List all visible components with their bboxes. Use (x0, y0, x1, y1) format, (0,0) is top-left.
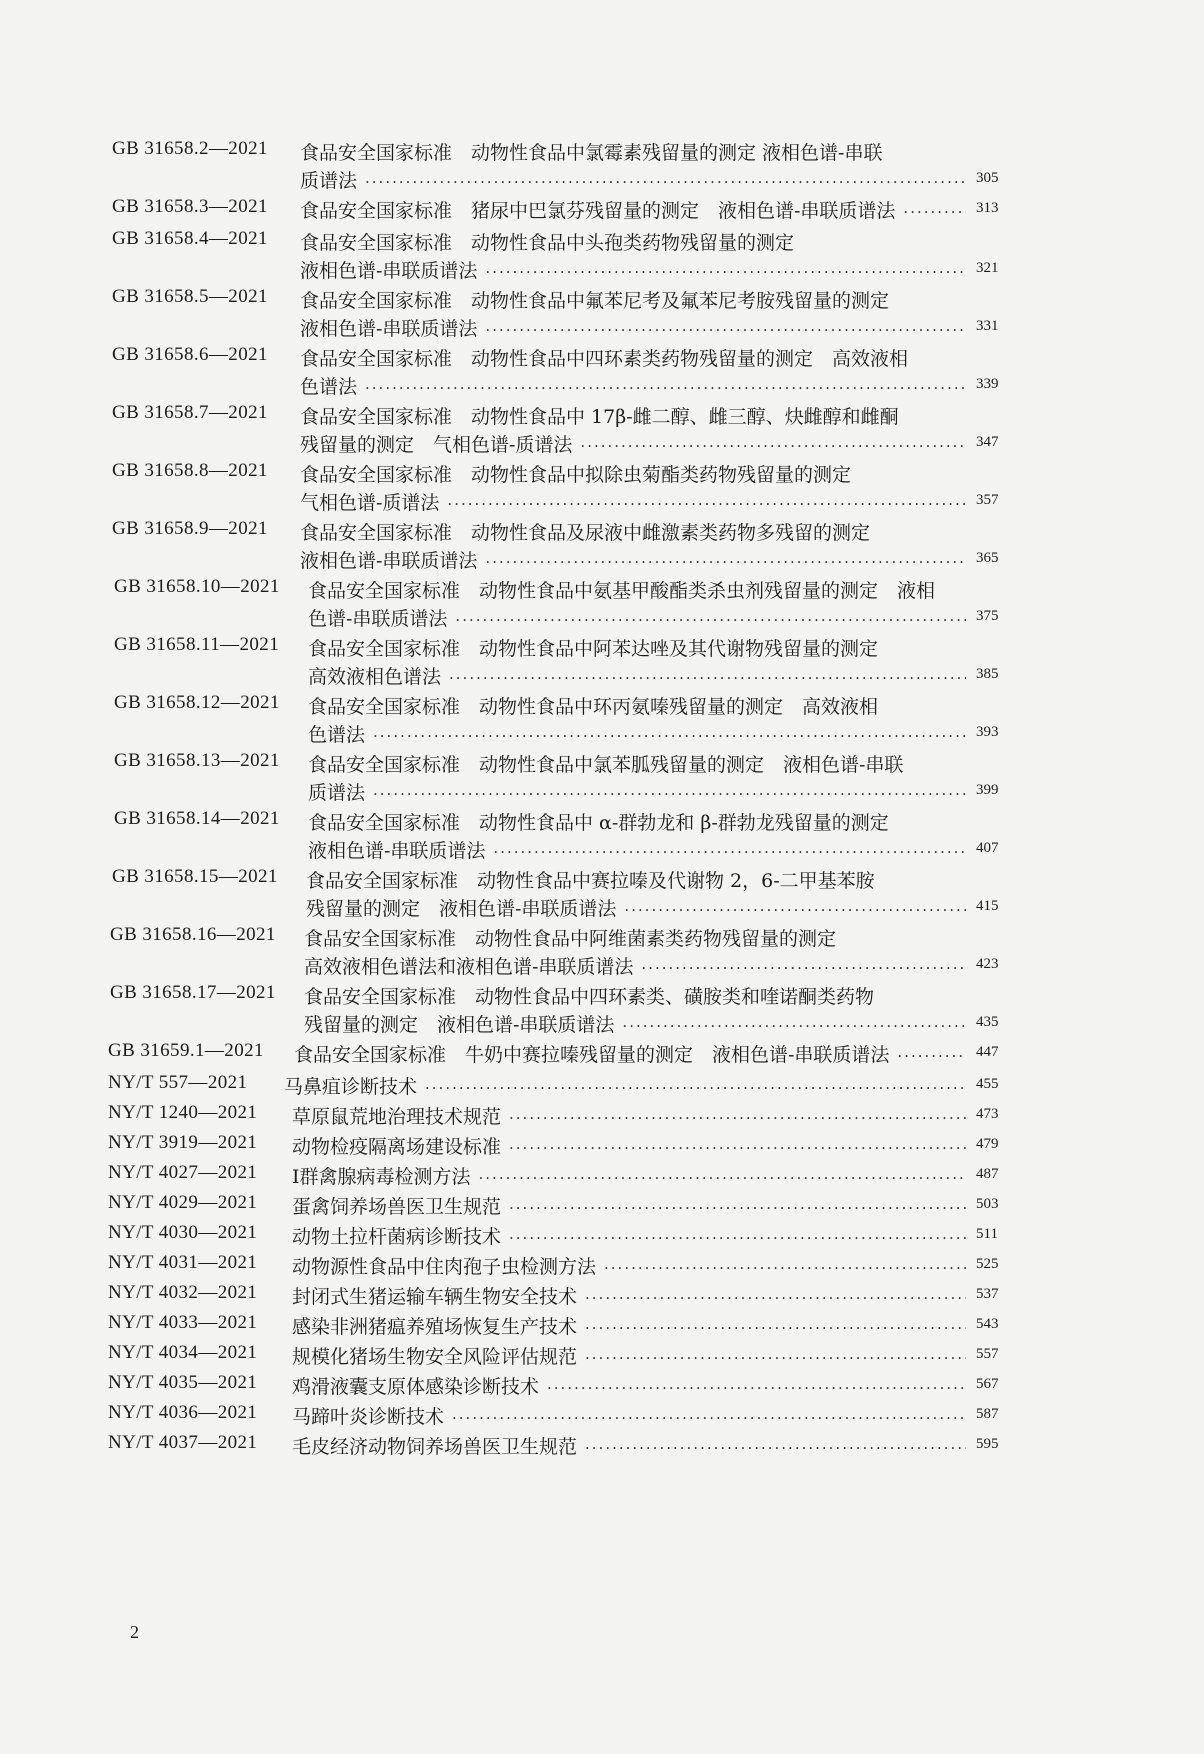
leader-dots (622, 1017, 966, 1035)
entry-title-text: 食品安全国家标准 动物性食品及尿液中雌激素类药物多残留的测定 (300, 522, 871, 544)
page-ref: 415 (976, 898, 999, 914)
entry-title-last-line (300, 372, 972, 399)
entry-title-last-line (300, 196, 972, 223)
leader-dots (624, 901, 966, 919)
standard-code: GB 31658.2—2021 (112, 138, 268, 159)
entry-title-line (308, 576, 935, 603)
standard-code: GB 31658.16—2021 (110, 924, 276, 945)
leader-dots (547, 1379, 966, 1397)
entry-title-text: 残留量的测定 液相色谱-串联质谱法 (304, 1014, 615, 1036)
entry-title-text: 食品安全国家标准 动物性食品中头孢类药物残留量的测定 (300, 232, 795, 254)
page-ref: 543 (976, 1316, 999, 1332)
page-ref: 321 (976, 260, 999, 276)
entry-title-line (304, 982, 874, 1009)
leader-dots (365, 379, 966, 397)
entry-title-last-line (292, 1372, 972, 1399)
page-ref: 479 (976, 1136, 999, 1152)
standard-code: GB 31658.4—2021 (112, 228, 268, 249)
entry-title-text: 质谱法 (300, 170, 358, 192)
leader-dots (455, 611, 966, 629)
page-ref: 595 (976, 1436, 999, 1452)
entry-title-line (300, 228, 794, 255)
standard-code: NY/T 4031—2021 (108, 1252, 258, 1273)
entry-title-text: 食品安全国家标准 动物性食品中氟苯尼考及氟苯尼考胺残留量的测定 (300, 290, 890, 312)
page-ref: 331 (976, 318, 999, 334)
entry-title-text: 毛皮经济动物饲养场兽医卫生规范 (292, 1436, 578, 1458)
leader-dots (604, 1259, 966, 1277)
standard-code: GB 31658.7—2021 (112, 402, 268, 423)
page-ref: 393 (976, 724, 999, 740)
entry-title-line (308, 750, 903, 777)
entry-title-last-line (304, 952, 972, 979)
entry-title-text: 动物源性食品中住肉孢子虫检测方法 (292, 1256, 597, 1278)
entry-title-text: 规模化猪场生物安全风险评估规范 (292, 1346, 578, 1368)
entry-title-text: 蛋禽饲养场兽医卫生规范 (292, 1196, 502, 1218)
leader-dots (373, 727, 966, 745)
leader-dots (585, 1349, 966, 1367)
standard-code: NY/T 557—2021 (108, 1072, 248, 1093)
page-ref: 447 (976, 1044, 999, 1060)
standard-code: NY/T 4030—2021 (108, 1222, 258, 1243)
page-ref: 537 (976, 1286, 999, 1302)
entry-title-text: 残留量的测定 气相色谱-质谱法 (300, 434, 573, 456)
standard-code: GB 31659.1—2021 (108, 1040, 264, 1061)
page-ref: 503 (976, 1196, 999, 1212)
leader-dots (493, 843, 966, 861)
entry-title-last-line (300, 430, 972, 457)
leader-dots (365, 173, 966, 191)
standard-code: NY/T 4033—2021 (108, 1312, 258, 1333)
entry-title-text: 食品安全国家标准 动物性食品中氯苯胍残留量的测定 液相色谱-串联 (308, 754, 904, 776)
entry-title-text: 色谱法 (308, 724, 366, 746)
leader-dots (641, 959, 966, 977)
leader-dots (903, 203, 966, 221)
standard-code: GB 31658.8—2021 (112, 460, 268, 481)
entry-title-last-line (292, 1282, 972, 1309)
page-ref: 487 (976, 1166, 999, 1182)
leader-dots (585, 1439, 966, 1457)
leader-dots (447, 495, 966, 513)
toc-entry[interactable] (0, 1432, 1204, 1474)
entry-title-last-line (292, 1312, 972, 1339)
entry-title-last-line (292, 1342, 972, 1369)
entry-title-text: 食品安全国家标准 动物性食品中拟除虫菊酯类药物残留量的测定 (300, 464, 852, 486)
entry-title-line (306, 866, 875, 893)
leader-dots (509, 1199, 966, 1217)
entry-title-text: 封闭式生猪运输车辆生物安全技术 (292, 1286, 578, 1308)
entry-title-line (304, 924, 836, 951)
entry-title-last-line (292, 1132, 972, 1159)
standard-code: NY/T 4037—2021 (108, 1432, 258, 1453)
entry-title-text: 液相色谱-串联质谱法 (300, 260, 478, 282)
page-ref: 435 (976, 1014, 999, 1030)
standard-code: NY/T 4029—2021 (108, 1192, 258, 1213)
leader-dots (585, 1289, 966, 1307)
entry-title-text: 草原鼠荒地治理技术规范 (292, 1106, 502, 1128)
entry-title-last-line (292, 1102, 972, 1129)
entry-title-last-line (292, 1402, 972, 1429)
entry-title-last-line (294, 1040, 972, 1067)
entry-title-text: 食品安全国家标准 动物性食品中赛拉嗪及代谢物 2，6-二甲基苯胺 (306, 870, 875, 892)
entry-title-text: 液相色谱-串联质谱法 (300, 550, 478, 572)
entry-title-text: 食品安全国家标准 猪尿中巴氯芬残留量的测定 液相色谱-串联质谱法 (300, 200, 896, 222)
entry-title-last-line (308, 662, 972, 689)
leader-dots (373, 785, 966, 803)
entry-title-text: 动物检疫隔离场建设标准 (292, 1136, 502, 1158)
entry-title-text: 液相色谱-串联质谱法 (308, 840, 486, 862)
standard-code: GB 31658.5—2021 (112, 286, 268, 307)
entry-title-text: 动物土拉杆菌病诊断技术 (292, 1226, 502, 1248)
standard-code: GB 31658.15—2021 (112, 866, 278, 887)
entry-title-line (300, 460, 851, 487)
leader-dots (509, 1229, 966, 1247)
entry-title-last-line (300, 166, 972, 193)
page-ref: 339 (976, 376, 999, 392)
entry-title-text: 食品安全国家标准 动物性食品中四环素类、磺胺类和喹诺酮类药物 (304, 986, 875, 1008)
entry-title-text: 食品安全国家标准 动物性食品中 α-群勃龙和 β-群勃龙残留量的测定 (308, 812, 889, 834)
entry-title-text: 食品安全国家标准 动物性食品中环丙氨嗪残留量的测定 高效液相 (308, 696, 879, 718)
standard-code: NY/T 4027—2021 (108, 1162, 258, 1183)
entry-title-last-line (308, 604, 972, 631)
entry-title-text: 马蹄叶炎诊断技术 (292, 1406, 445, 1428)
page-ref: 347 (976, 434, 999, 450)
page-ref: 525 (976, 1256, 999, 1272)
standard-code: GB 31658.9—2021 (112, 518, 268, 539)
entry-title-last-line (308, 836, 972, 863)
entry-title-text: 鸡滑液囊支原体感染诊断技术 (292, 1376, 540, 1398)
entry-title-last-line (284, 1072, 972, 1099)
leader-dots (452, 1409, 966, 1427)
leader-dots (897, 1047, 966, 1065)
standard-code: GB 31658.12—2021 (114, 692, 280, 713)
leader-dots (509, 1139, 966, 1157)
standard-code: NY/T 4035—2021 (108, 1372, 258, 1393)
standard-code: GB 31658.17—2021 (110, 982, 276, 1003)
entry-title-text: 质谱法 (308, 782, 366, 804)
entry-title-line (300, 286, 889, 313)
entry-title-text: 食品安全国家标准 动物性食品中阿苯达唑及其代谢物残留量的测定 (308, 638, 879, 660)
page-ref: 587 (976, 1406, 999, 1422)
leader-dots (485, 321, 966, 339)
page-ref: 385 (976, 666, 999, 682)
standard-code: NY/T 4034—2021 (108, 1342, 258, 1363)
page-ref: 407 (976, 840, 999, 856)
leader-dots (585, 1319, 966, 1337)
page-ref: 567 (976, 1376, 999, 1392)
entry-title-last-line (300, 546, 972, 573)
leader-dots (425, 1079, 966, 1097)
entry-title-line (308, 634, 878, 661)
page-ref: 511 (976, 1226, 998, 1242)
standard-code: GB 31658.6—2021 (112, 344, 268, 365)
page-number: 2 (130, 1622, 139, 1642)
standard-code: GB 31658.11—2021 (114, 634, 280, 655)
leader-dots (485, 553, 966, 571)
entry-title-text: 食品安全国家标准 动物性食品中阿维菌素类药物残留量的测定 (304, 928, 837, 950)
leader-dots (449, 669, 966, 687)
entry-title-line (300, 344, 908, 371)
entry-title-last-line (300, 256, 972, 283)
entry-title-text: Ⅰ群禽腺病毒检测方法 (292, 1166, 471, 1188)
page-ref: 365 (976, 550, 999, 566)
leader-dots (509, 1109, 966, 1127)
entry-title-last-line (292, 1162, 972, 1189)
entry-title-last-line (308, 720, 972, 747)
entry-title-text: 食品安全国家标准 动物性食品中四环素类药物残留量的测定 高效液相 (300, 348, 909, 370)
entry-title-line (308, 808, 889, 835)
entry-title-line (308, 692, 878, 719)
page-ref: 473 (976, 1106, 999, 1122)
page-ref: 305 (976, 170, 999, 186)
entry-title-text: 气相色谱-质谱法 (300, 492, 440, 514)
standard-code: NY/T 3919—2021 (108, 1132, 258, 1153)
entry-title-last-line (300, 488, 972, 515)
standard-code: NY/T 4036—2021 (108, 1402, 258, 1423)
leader-dots (580, 437, 966, 455)
entry-title-text: 食品安全国家标准 动物性食品中 17β-雌二醇、雌三醇、炔雌醇和雌酮 (300, 406, 899, 428)
entry-title-last-line (292, 1192, 972, 1219)
standard-code: GB 31658.10—2021 (114, 576, 280, 597)
standard-code: GB 31658.3—2021 (112, 196, 268, 217)
page-ref: 375 (976, 608, 999, 624)
entry-title-last-line (292, 1222, 972, 1249)
page-ref: 423 (976, 956, 999, 972)
page-ref: 357 (976, 492, 999, 508)
entry-title-text: 高效液相色谱法和液相色谱-串联质谱法 (304, 956, 634, 978)
entry-title-line (300, 138, 882, 165)
leader-dots (479, 1169, 966, 1187)
entry-title-text: 感染非洲猪瘟养殖场恢复生产技术 (292, 1316, 578, 1338)
entry-title-line (300, 518, 870, 545)
entry-title-last-line (292, 1252, 972, 1279)
entry-title-last-line (308, 778, 972, 805)
entry-title-text: 食品安全国家标准 动物性食品中氨基甲酸酯类杀虫剂残留量的测定 液相 (308, 580, 936, 602)
entry-title-text: 食品安全国家标准 动物性食品中氯霉素残留量的测定 液相色谱-串联 (300, 142, 883, 164)
entry-title-last-line (300, 314, 972, 341)
entry-title-last-line (306, 894, 972, 921)
entry-title-last-line (304, 1010, 972, 1037)
standard-code: NY/T 1240—2021 (108, 1102, 258, 1123)
page-ref: 557 (976, 1346, 999, 1362)
standard-code: GB 31658.14—2021 (114, 808, 280, 829)
entry-title-text: 液相色谱-串联质谱法 (300, 318, 478, 340)
page-ref: 313 (976, 200, 999, 216)
leader-dots (485, 263, 966, 281)
entry-title-last-line (292, 1432, 972, 1459)
page-ref: 455 (976, 1076, 999, 1092)
page-ref: 399 (976, 782, 999, 798)
entry-title-text: 食品安全国家标准 牛奶中赛拉嗪残留量的测定 液相色谱-串联质谱法 (294, 1044, 890, 1066)
standard-code: NY/T 4032—2021 (108, 1282, 258, 1303)
entry-title-text: 色谱法 (300, 376, 358, 398)
standard-code: GB 31658.13—2021 (114, 750, 280, 771)
entry-title-text: 残留量的测定 液相色谱-串联质谱法 (306, 898, 617, 920)
entry-title-text: 高效液相色谱法 (308, 666, 442, 688)
entry-title-line (300, 402, 899, 429)
entry-title-text: 马鼻疽诊断技术 (284, 1076, 418, 1098)
entry-title-text: 色谱-串联质谱法 (308, 608, 448, 630)
